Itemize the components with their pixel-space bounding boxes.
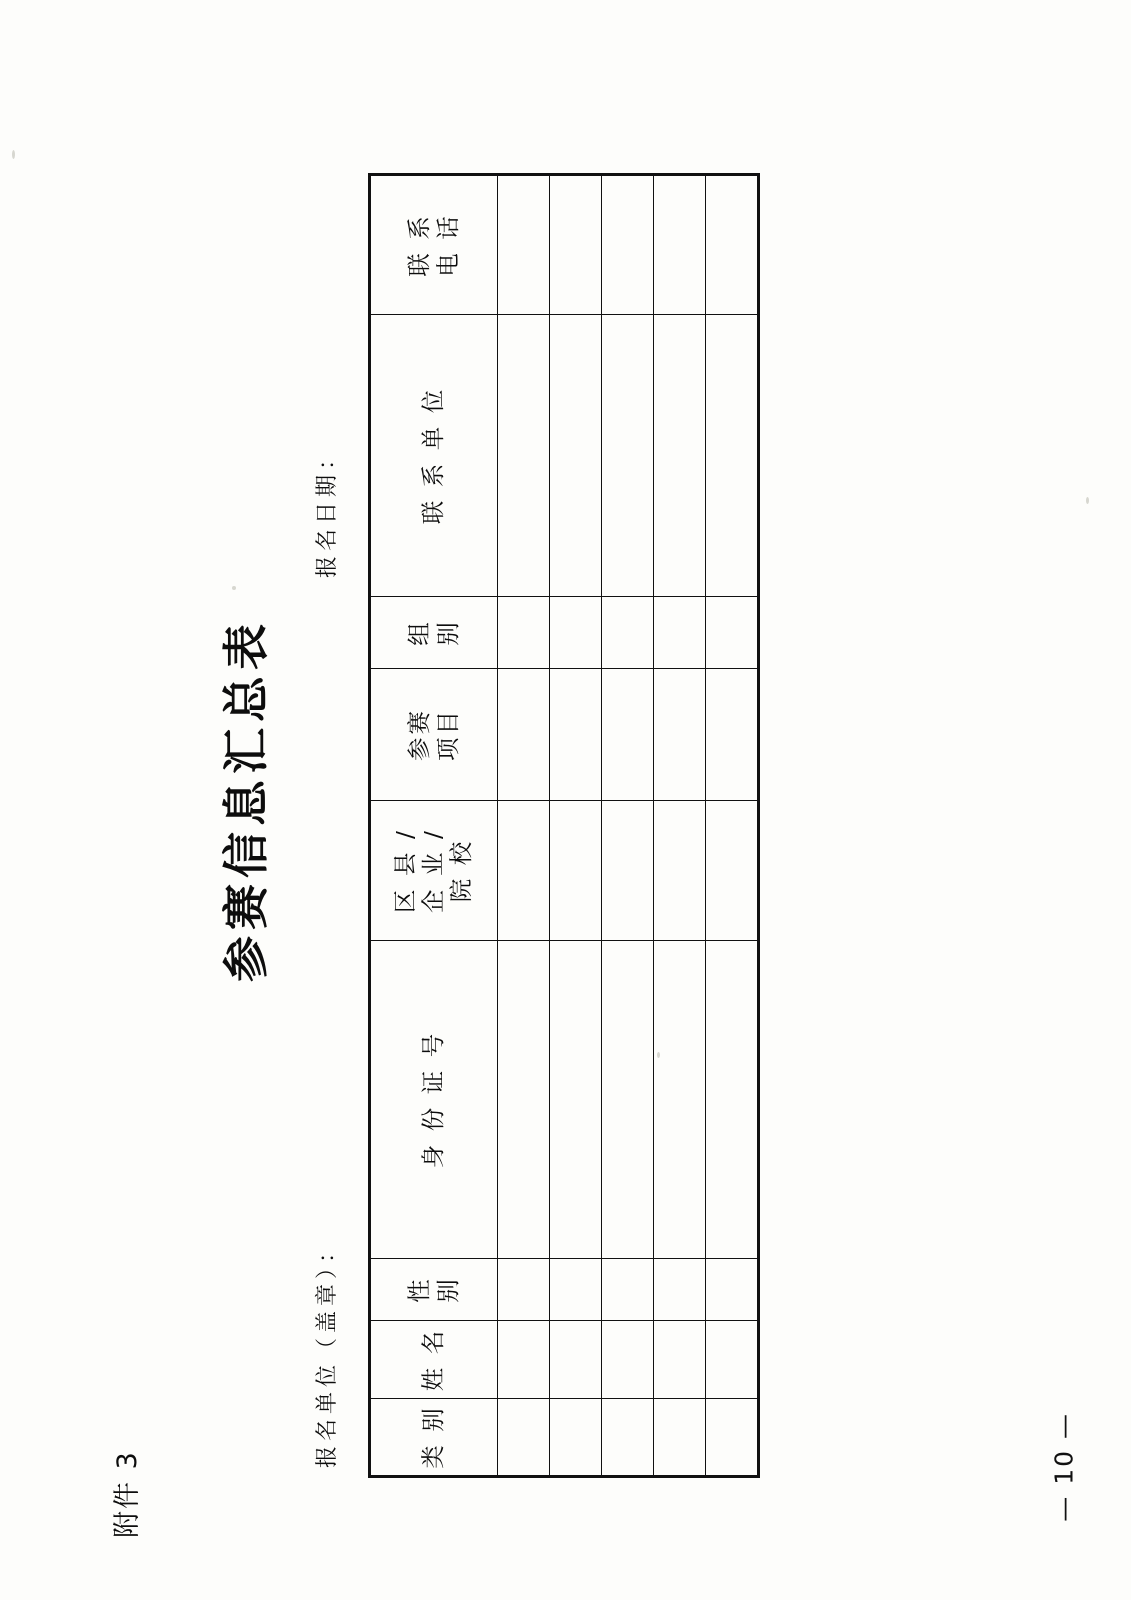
cell-id-number[interactable]: [550, 941, 602, 1259]
column-header-id-number: [370, 941, 498, 1259]
cell-group[interactable]: [550, 597, 602, 669]
table-row[interactable]: [550, 175, 602, 1477]
column-header-sex: [370, 1259, 498, 1321]
cell-contact-unit[interactable]: [706, 315, 759, 597]
header-line: 联 系 单 位: [419, 386, 448, 525]
cell-name[interactable]: [706, 1321, 759, 1399]
cell-contact-unit[interactable]: [602, 315, 654, 597]
cell-organization[interactable]: [706, 801, 759, 941]
cell-contact-phone[interactable]: [654, 175, 706, 315]
column-header-group: [370, 597, 498, 669]
cell-contact-phone[interactable]: [706, 175, 759, 315]
cell-event[interactable]: [602, 669, 654, 801]
cell-id-number[interactable]: [706, 941, 759, 1259]
registration-date-label: 报名日期：: [315, 442, 340, 578]
cell-organization[interactable]: [498, 801, 550, 941]
header-line: 企 业 /: [419, 828, 448, 913]
cell-contact-phone[interactable]: [498, 175, 550, 315]
cell-sex[interactable]: [654, 1259, 706, 1321]
header-line: 别: [434, 619, 462, 646]
cell-type[interactable]: [498, 1399, 550, 1477]
cell-contact-unit[interactable]: [654, 315, 706, 597]
cell-contact-phone[interactable]: [550, 175, 602, 315]
header-line: 参赛: [404, 708, 433, 761]
header-line: 姓 名: [419, 1327, 448, 1392]
cell-type[interactable]: [706, 1399, 759, 1477]
header-line: 项目: [434, 708, 462, 761]
page-title: 参赛信息汇总表: [219, 618, 273, 982]
cell-sex[interactable]: [550, 1259, 602, 1321]
registration-unit-label: 报名单位（盖章）：: [315, 1235, 340, 1468]
header-line: 院 校: [446, 838, 475, 903]
cell-name[interactable]: [654, 1321, 706, 1399]
form-table-wrapper: [368, 173, 760, 1478]
attachment-label: 附件 3: [112, 1450, 143, 1538]
cell-group[interactable]: [498, 597, 550, 669]
page-number: — 10 —: [1050, 1412, 1079, 1522]
cell-event[interactable]: [550, 669, 602, 801]
header-line: 联 系: [404, 213, 433, 277]
participant-info-table: [368, 173, 760, 1478]
column-header-type: [370, 1399, 498, 1477]
cell-id-number[interactable]: [654, 941, 706, 1259]
header-line: 别: [434, 1276, 462, 1303]
cell-name[interactable]: [498, 1321, 550, 1399]
cell-event[interactable]: [654, 669, 706, 801]
cell-type[interactable]: [550, 1399, 602, 1477]
table-row[interactable]: [654, 175, 706, 1477]
cell-organization[interactable]: [550, 801, 602, 941]
table-row[interactable]: [498, 175, 550, 1477]
cell-organization[interactable]: [654, 801, 706, 941]
table-row[interactable]: [602, 175, 654, 1477]
column-header-contact-unit: [370, 315, 498, 597]
header-line: 身 份 证 号: [419, 1030, 448, 1169]
column-header-name: [370, 1321, 498, 1399]
cell-group[interactable]: [602, 597, 654, 669]
cell-id-number[interactable]: [602, 941, 654, 1259]
cell-event[interactable]: [498, 669, 550, 801]
cell-contact-unit[interactable]: [550, 315, 602, 597]
header-line: 区 县 /: [391, 828, 420, 913]
header-line: 组: [404, 619, 433, 646]
cell-type[interactable]: [654, 1399, 706, 1477]
column-header-event: [370, 669, 498, 801]
header-line: 性: [404, 1276, 433, 1303]
table-row[interactable]: [706, 175, 759, 1477]
cell-group[interactable]: [654, 597, 706, 669]
cell-group[interactable]: [706, 597, 759, 669]
cell-name[interactable]: [550, 1321, 602, 1399]
cell-id-number[interactable]: [498, 941, 550, 1259]
cell-type[interactable]: [602, 1399, 654, 1477]
cell-event[interactable]: [706, 669, 759, 801]
cell-sex[interactable]: [498, 1259, 550, 1321]
cell-contact-unit[interactable]: [498, 315, 550, 597]
column-header-organization: [370, 801, 498, 941]
header-line: 电 话: [434, 213, 462, 277]
table-header-row: [370, 175, 498, 1477]
cell-sex[interactable]: [706, 1259, 759, 1321]
cell-sex[interactable]: [602, 1259, 654, 1321]
header-line: 类 别: [419, 1405, 448, 1469]
cell-contact-phone[interactable]: [602, 175, 654, 315]
cell-name[interactable]: [602, 1321, 654, 1399]
cell-organization[interactable]: [602, 801, 654, 941]
column-header-contact-phone: [370, 175, 498, 315]
